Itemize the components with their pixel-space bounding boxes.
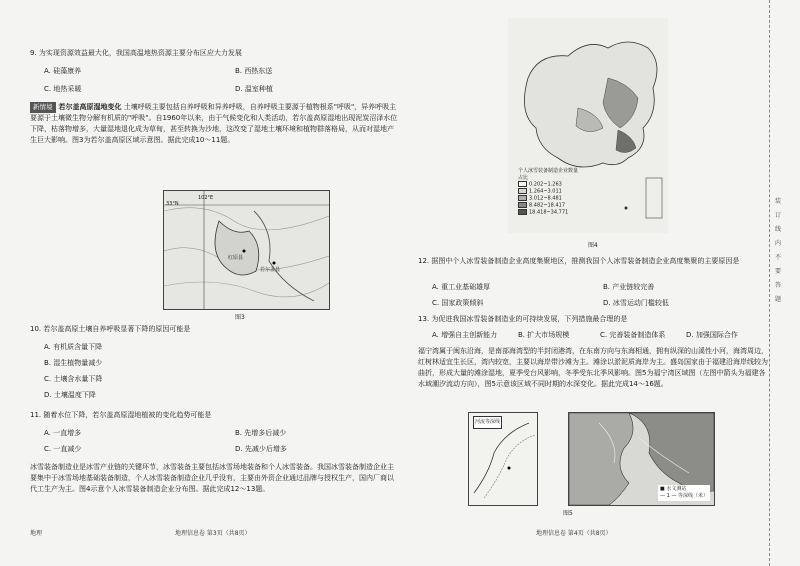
figure-3-label-county: 若尔盖县 bbox=[260, 267, 281, 273]
figure-3-label-city: 红原县 bbox=[228, 255, 244, 261]
legend-swatch-4 bbox=[518, 202, 527, 208]
legend-swatch-5 bbox=[518, 209, 527, 215]
q13-option-a: A. 增强自主创新能力 bbox=[432, 331, 498, 339]
sidebar-char-6: 要 bbox=[774, 268, 781, 275]
sidebar-char-7: 答 bbox=[774, 282, 781, 289]
q11-option-c: C. 一直减少 bbox=[44, 445, 82, 453]
context3-passage: 福宁湾属于闽东沿海，是南部海湾型的半封闭港湾，在东南方向与东海相通，拥有纵深的山溪性小河，海湾周边，红树林适宜生长区，湾内较宽，主要以海岸带沙滩为主。滩涂以淤泥质海岸为主。盛岛国家由于福建沿海岸线较为曲折，形成大量的滩涂湿地，夏季受台风影响，冬季受东北季风影响。图5为福宁湾区域图（左图中箭头为福建各水域潮汐流动方向），图5示意该区域不同时期的水深变化。据此完成14～16题。 bbox=[418, 347, 768, 388]
figure-4-legend-item-1 bbox=[518, 181, 578, 188]
figure-4-legend-title: 个人冰雪装备制造企业数量占比 bbox=[518, 168, 579, 181]
figure-5-legend bbox=[658, 485, 710, 501]
sidebar-char-1: 装 bbox=[774, 198, 781, 205]
q13-option-b: B. 扩大市场规模 bbox=[518, 331, 570, 339]
figure-3-label-lat: 33°N bbox=[166, 201, 179, 207]
figure-3-map-svg bbox=[164, 191, 329, 309]
q13-option-d: D. 加强国际合作 bbox=[686, 331, 738, 339]
sidebar-char-4: 内 bbox=[774, 240, 781, 247]
legend-label-2: 1.264~3.011 bbox=[529, 188, 562, 195]
q9-stem: 9. 为实现资源效益最大化，我国高温地热资源主要分布区应大力发展 bbox=[30, 49, 242, 57]
left-footer-page: 地理信息卷 第3页（共8页） bbox=[175, 530, 251, 537]
right-page bbox=[418, 0, 768, 566]
figure-4-legend-item-2 bbox=[518, 188, 578, 195]
q12-option-c: C. 国家政策倾斜 bbox=[432, 299, 484, 307]
figure-4-legend-item-5 bbox=[518, 209, 578, 216]
legend-label-5: 18.418~34.771 bbox=[529, 209, 569, 216]
q12-option-d: D. 冰雪运动门槛较低 bbox=[603, 299, 669, 307]
q9-option-d: D. 温室种植 bbox=[235, 85, 273, 93]
q11-option-d: D. 先减少后增多 bbox=[235, 445, 287, 453]
q11-option-b: B. 先增多后减少 bbox=[235, 429, 287, 437]
figure-4-map bbox=[508, 18, 668, 233]
legend-swatch-2 bbox=[518, 188, 527, 194]
binding-cut-line bbox=[769, 0, 771, 566]
figure-4-caption: 图4 bbox=[588, 242, 598, 249]
left-footer-subject: 地理 bbox=[30, 530, 43, 537]
q12-stem: 12. 据图中个人冰雪装备制造企业高度集聚地区，推测我国个人冰雪装备制造企业高度集聚的主要原因是 bbox=[418, 257, 740, 265]
q11-option-a: A. 一直增多 bbox=[44, 429, 82, 437]
sidebar-char-5: 不 bbox=[774, 254, 781, 261]
left-page bbox=[30, 0, 400, 566]
context2-passage: 冰雪装备制造业是冰雪产业链的关键环节，冰雪装备主要包括冰雪场地装备和个人冰雪装备。我国冰雪装备制造企业主要集中于冰雪场地基础装备制造，个人冰雪装备制造企业几乎没有，主要由外资企业通过品牌与授权生产，国内厂商以代工生产为主。图4示意个人冰雪装备制造企业分布图。据此完成12～13题。 bbox=[30, 463, 394, 493]
q13-option-c: C. 完善装备制造体系 bbox=[600, 331, 666, 339]
legend-label-1: 0.202~1.263 bbox=[529, 181, 562, 188]
context-passage bbox=[30, 102, 400, 146]
figure-5-legend-station: ■ 水文测站 bbox=[660, 486, 687, 492]
figure-3-map bbox=[163, 190, 330, 310]
context-tag: 新情境 bbox=[30, 102, 56, 113]
figure-3-caption: 图3 bbox=[235, 314, 245, 321]
figure-3-label-lon: 102°E bbox=[198, 195, 214, 201]
sidebar-char-3: 线 bbox=[774, 226, 781, 233]
q9-option-a: A. 硅藻康养 bbox=[44, 67, 82, 75]
q10-option-d: D. 土壤温度下降 bbox=[44, 391, 96, 399]
q9-option-c: C. 地热采暖 bbox=[44, 85, 82, 93]
legend-swatch-1 bbox=[518, 181, 527, 187]
sidebar-char-2: 订 bbox=[774, 212, 781, 219]
q12-option-b: B. 产业链较完善 bbox=[603, 283, 655, 291]
q10-option-a: A. 有机质含量下降 bbox=[44, 343, 103, 351]
legend-swatch-3 bbox=[518, 195, 527, 201]
context-title: 若尔盖高原湿地变化 bbox=[58, 103, 122, 111]
legend-label-3: 3.012~8.481 bbox=[529, 195, 562, 202]
figure-4-legend-item-4 bbox=[518, 202, 578, 209]
figure-5-legend-contour: — 1 — 等深线（米） bbox=[660, 493, 708, 499]
legend-label-4: 8.482~18.417 bbox=[529, 202, 565, 209]
figure-4-legend-item-3 bbox=[518, 195, 578, 202]
figure-4-legend bbox=[518, 168, 578, 216]
context-text: 土壤呼吸主要包括自养呼吸和异养呼吸，自养呼吸主要源于植物根系"呼吸"，异养呼吸主要源于土壤微生物分解有机质的"呼吸"。自1960年以来，由于气候变化和人类活动，若尔盖高原湿地出现泥炭沼泽水位下降，枯落物增多，大量湿地退化成为草甸，甚至转换为沙地，这改变了湿地土壤环境和植物群落格局，从而对湿地产生巨大影响。图3为若尔盖高原区域示意图。据此完成10～11题。 bbox=[30, 103, 398, 144]
q12-option-a: A. 重工业基础雄厚 bbox=[432, 283, 491, 291]
figure-5-main-map bbox=[568, 412, 715, 506]
q9-option-b: B. 西热东送 bbox=[235, 67, 273, 75]
q10-option-b: B. 湿生植物量减少 bbox=[44, 359, 103, 367]
right-footer-page: 地理信息卷 第4页（共8页） bbox=[536, 530, 612, 537]
q10-option-c: C. 土壤含水量下降 bbox=[44, 375, 103, 383]
binding-margin-notice bbox=[773, 195, 783, 307]
sidebar-char-8: 题 bbox=[774, 296, 781, 303]
q11-stem: 11. 随着水位下降，若尔盖高原湿地植被的变化趋势可能是 bbox=[30, 411, 212, 419]
q10-stem: 10. 若尔盖高原土壤自养呼吸显著下降的原因可能是 bbox=[30, 325, 191, 333]
figure-5-inset-label: 河流等深线 bbox=[473, 416, 502, 429]
q13-stem: 13. 为促进我国冰雪装备制造业的可持续发展，下列措施最合理的是 bbox=[418, 315, 628, 323]
figure-5-inset-map bbox=[468, 412, 538, 506]
figure-5-caption: 图5 bbox=[563, 510, 573, 517]
